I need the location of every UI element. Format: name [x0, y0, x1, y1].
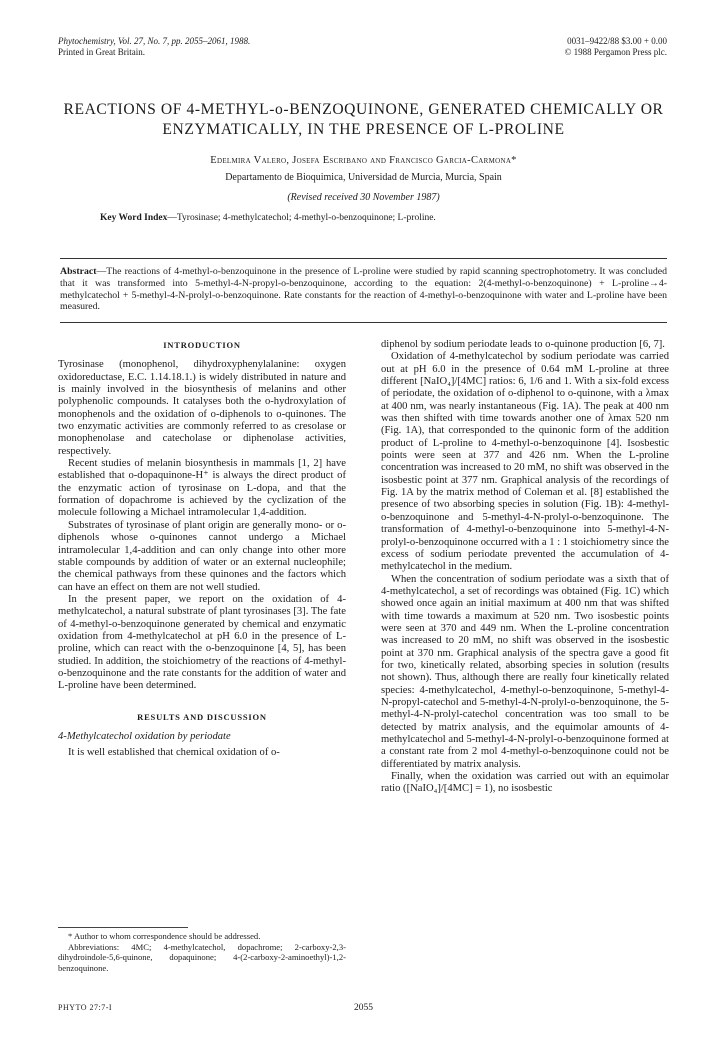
footnotes: [58, 927, 346, 973]
page-id: PHYTO 27:7-I: [58, 1003, 113, 1012]
abstract-top-rule: [60, 258, 667, 259]
results-paragraph: Oxidation of 4-methylcatechol by sodium periodate was carried out at pH 6.0 in the presence of 0.64 mM L-proline at three different [NaIO₄]/[4MC] ratios: 6, 1/6 and 1. With a six-fold excess of periodate, the oxidation of o-diphenol to o-quinone, with a λmax at 400 nm, was nearly instantaneous (Fig. 1A). The peak at 400 nm was then shifted with time towards another one of λmax 520 nm (Fig. 1A), that corresponded to the quinonic form of the addition product of L-proline to 4-methyl-o-benzoquinone [4]. Isosbestic points were seen at 377 and 426 nm. When the L-proline concentration was increased to 20 mM, no shift was observed in the isosbestic point at 377 nm. Graphical analysis of the recordings of Fig. 1A by the matrix method of Coleman et al. [8] established the presence of two absorbing species in solution (Fig. 1B): 4-methyl-o-benzoquinone and 5-methyl-4-N-prolyl-o-benzoquinone. The transformation of 4-methyl-o-benzoquinone into 5-methyl-4-N-prolyl-o-benzoquinone occurred with a 1 : 1 stoichiometry since the excess of sodium periodate prevented the accumulation of 4-methylcatechol in the medium.: [381, 351, 670, 573]
results-subheading: 4-Methylcatechol oxidation by periodate: [58, 730, 231, 742]
author-list: Edelmira Valero, Josefa Escribano and Francisco Garcia-Carmona*: [210, 155, 517, 166]
affiliation: Departamento de Bioquimica, Universidad de Murcia, Murcia, Spain: [225, 172, 502, 183]
results-paragraph: When the concentration of sodium periodate was a sixth that of 4-methylcatechol, a set of recordings was obtained (Fig. 1C) which showed once again an initial maximum at 400 nm that was shifted with time towards a maximum at 520 nm. Two isosbestic points were seen at 370 and 449 nm. When the L-proline concentration was increased to 20 mM, no shift was observed in the isosbestic point at 370 nm. Graphical analysis of the spectra gave a good fit for two, kinetically related, absorbing species in solution (results not shown). Thus, although there are really four kinetically related species: 4-methylcatechol, 4-methyl-o-benzoquinone, 5-methyl-4-N-propyl-catechol and 5-methyl-4-N-prolyl-o-benzoquinone, the 5-methyl-4-N-prolyl-catechol concentration was too small to be detected by matrix analysis, and the equimolar amounts of 4-methylcatechol and 5-methyl-4-N-prolyl-o-benzoquinone formed at a constant rate from 2 mol 4-methyl-o-benzoquinone could not be differentiated by matrix analysis.: [381, 573, 669, 770]
intro-paragraph: Recent studies of melanin biosynthesis in mammals [1, 2] have established that o-dopaquinone-H⁺ is always the direct product of the enzymatic action of tyrosinase on L-dopa, and that the formation of dopachrome is achieved by the cyclization of the molecule following a Michael intramolecular 1,4-addition.: [58, 458, 346, 519]
revised-date: (Revised received 30 November 1987): [287, 192, 440, 203]
results-paragraph-cont: diphenol by sodium periodate leads to o-quinone production [6, 7].: [381, 339, 665, 350]
footnote-rule: [58, 927, 188, 928]
results-heading: RESULTS AND DISCUSSION: [137, 711, 267, 722]
journal-header: [58, 36, 250, 58]
left-column: [58, 339, 346, 760]
keyword-label: Key Word Index: [100, 213, 168, 223]
abstract-label: Abstract: [60, 266, 97, 277]
copyright-line: © 1988 Pergamon Press plc.: [565, 47, 667, 58]
issn-code: 0031–9422/88 $3.00 + 0.00: [567, 36, 667, 46]
journal-citation: Phytochemistry, Vol. 27, No. 7, pp. 2055–2061, 1988.: [58, 36, 251, 46]
keyword-text: —Tyrosinase; 4-methylcatechol; 4-methyl-o-benzoquinone; L-proline.: [167, 213, 436, 223]
introduction-heading: INTRODUCTION: [163, 340, 241, 350]
article-title: REACTIONS OF 4-METHYL-o-BENZOQUINONE, GENERATED CHEMICALLY OR ENZYMATICALLY, IN THE PRESENCE OF L-PROLINE: [63, 101, 664, 138]
intro-paragraph: In the present paper, we report on the oxidation of 4-methylcatechol, a natural substrate of plant tyrosinases [3]. The fate of 4-methyl-o-benzoquinone generated by chemical and enzymatic oxidation from 4-methylcatechol at pH 6.0 in the presence of L-proline, which can react with the o-benzoquinone [4, 5], has been studied. In addition, the stoichiometry of the reactions of 4-methyl-o-benzoquinone and the rate constants for the addition of water and L-proline have been determined.: [58, 593, 346, 692]
publisher-header: [565, 36, 667, 58]
right-column: [381, 339, 669, 796]
keyword-index: [100, 213, 436, 223]
corresponding-author-note: * Author to whom correspondence should be addressed.: [68, 931, 261, 941]
abstract: [60, 266, 667, 313]
page-number: 2055: [354, 1003, 373, 1013]
results-paragraph: Finally, when the oxidation was carried out with an equimolar ratio ([NaIO₄]/[4MC] = 1), no isosbestic: [381, 771, 669, 795]
printed-in: Printed in Great Britain.: [58, 47, 145, 57]
intro-paragraph: Substrates of tyrosinase of plant origin are generally mono- or o-diphenols whose o-quinones cannot undergo a Michael intramolecular 1,4-addition and can only change into other more stable compounds by addition of water or an external nucleophile; the chemical pathways from these quinones and the factors which can have an effect on them are not well studied.: [58, 519, 346, 593]
intro-paragraph: Tyrosinase (monophenol, dihydroxyphenylalanine: oxygen oxidoreductase, E.C. 1.14.18.1.) is widely distributed in nature and is mainly involved in the biosynthesis of melanins and other polyphenolic compounds. It catalyses both the o-hydroxylation of monophenols and the oxidation of o-diphenols to o-quinones. The two enzymatic activities are commonly referred to as cresolase or monophenolase and catecholase or diphenolase activities, respectively.: [58, 359, 346, 457]
abstract-bottom-rule: [60, 322, 667, 323]
abstract-text: —The reactions of 4-methyl-o-benzoquinone in the presence of L-proline were studied by rapid scanning spectrophotometry. It was concluded that it was transformed into 5-methyl-4-N-propyl-o-benzoquinone, according to the equation: 2(4-methyl-o-benzoquinone) + L-proline→4-methylcatechol + 5-methyl-4-N-prolyl-o-benzoquinone. Rate constants for the reaction of 4-methyl-o-benzoquinone with water and L-proline have been measured.: [60, 266, 667, 313]
abbreviations-note: Abbreviations: 4MC; 4-methylcatechol, dopachrome; 2-carboxy-2,3-dihydroindole-5,6-quinone, dopaquinone; 4-(2-carboxy-2-aminoethyl)-1,2-benzoquinone.: [58, 941, 346, 973]
results-paragraph-start: It is well established that chemical oxidation of o-: [68, 747, 280, 759]
